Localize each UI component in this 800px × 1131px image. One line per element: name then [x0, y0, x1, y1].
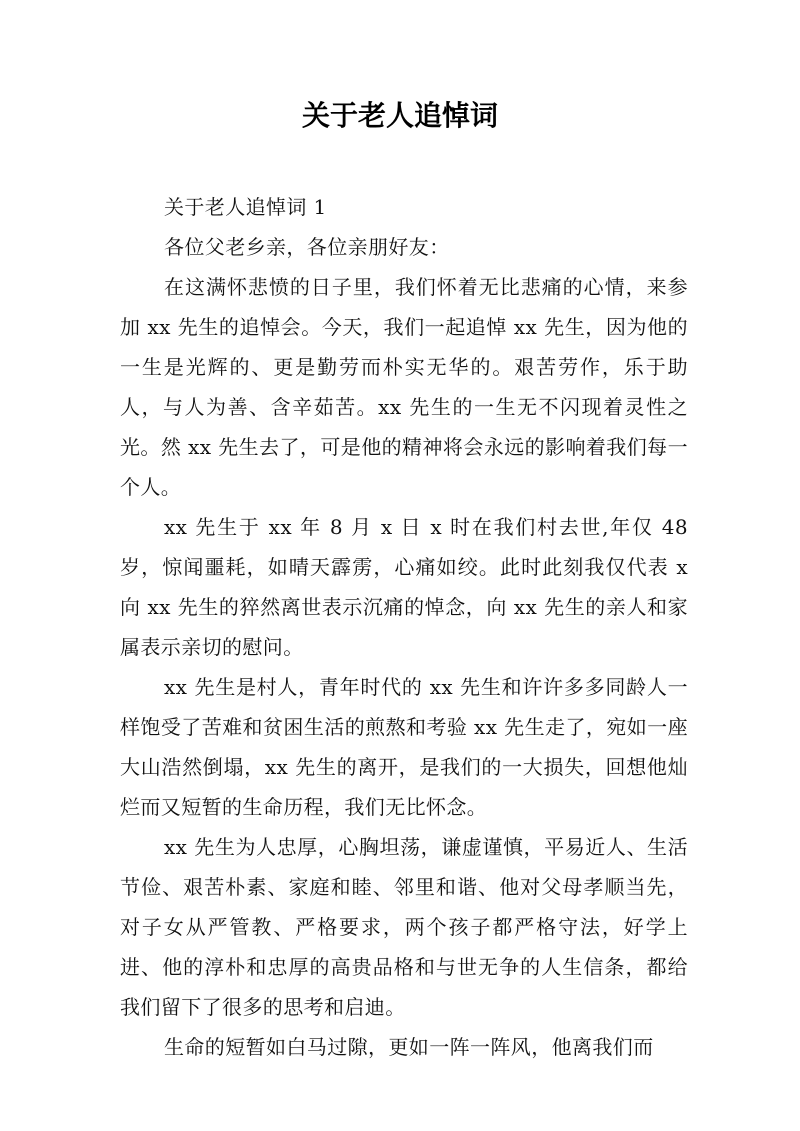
- document-body: [120, 187, 688, 1067]
- document-title: 关于老人追悼词: [301, 99, 498, 132]
- paragraph-2: xx 先生于 xx 年 8 月 x 日 x 时在我们村去世,年仅 48 岁，惊闻噩耗，如晴天霹雳，心痛如绞。此时此刻我仅代表 x 向 xx 先生的猝然离世表示沉痛的悼念，向 xx 先生的亲人和家属表示亲切的慰问。: [120, 515, 688, 659]
- paragraph-1: 在这满怀悲愤的日子里，我们怀着无比悲痛的心情，来参加 xx 先生的追悼会。今天，我们一起追悼 xx 先生，因为他的一生是光辉的、更是勤劳而朴实无华的。艰苦劳作，乐于助人，与人为善、含辛茹苦。xx 先生的一生无不闪现着灵性之光。然 xx 先生去了，可是他的精神将会永远的影响着我们每一个人。: [120, 275, 688, 499]
- section-heading: 关于老人追悼词 1: [164, 195, 327, 219]
- paragraph-4: xx 先生为人忠厚，心胸坦荡，谦虚谨慎，平易近人、生活节俭、艰苦朴素、家庭和睦、邻里和谐、他对父母孝顺当先，对子女从严管教、严格要求，两个孩子都严格守法，好学上进、他的淳朴和忠厚的高贵品格和与世无争的人生信条，都给我们留下了很多的思考和启迪。: [120, 835, 688, 1019]
- paragraph-3: xx 先生是村人，青年时代的 xx 先生和许许多多同龄人一样饱受了苦难和贫困生活的煎熬和考验 xx 先生走了，宛如一座大山浩然倒塌，xx 先生的离开，是我们的一大损失，回想他灿烂而又短暂的生命历程，我们无比怀念。: [120, 675, 688, 819]
- salutation: 各位父老乡亲，各位亲朋好友：: [164, 235, 450, 259]
- paragraph-5: 生命的短暂如白马过隙，更如一阵一阵风，他离我们而: [164, 1035, 654, 1059]
